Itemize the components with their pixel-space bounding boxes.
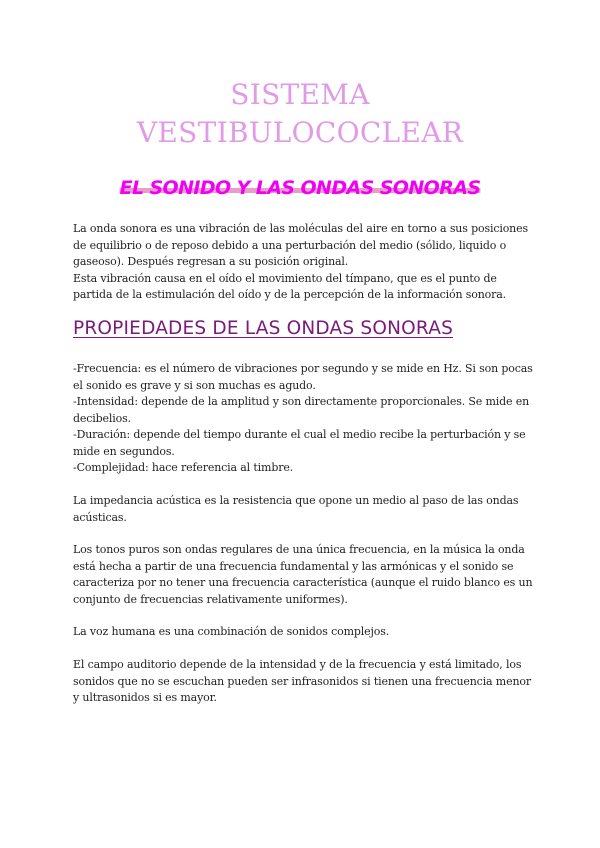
intro-paragraph: La onda sonora es una vibración de las moléculas del aire en torno a sus posiciones de equilibrio o de reposo debido a una perturbación del medio (sólido, liquido o gaseoso). Después regresan a su posición original. <box>73 222 528 268</box>
paragraph-tonos-puros <box>73 542 533 608</box>
paragraph-campo-auditorio <box>73 657 533 707</box>
document-title <box>0 76 600 152</box>
body-paragraph: La voz humana es una combinación de sonidos complejos. <box>73 625 390 638</box>
document-subtitle: EL SONIDO Y LAS ONDAS SONORAS <box>119 177 481 199</box>
body-paragraph: La impedancia acústica es la resistencia que opone un medio al paso de las ondas acústicas. <box>73 494 519 524</box>
body-paragraph: El campo auditorio depende de la intensidad y de la frecuencia y está limitado, los sonidos que no se escuchan pueden ser infrasonidos si tienen una frecuencia menor y ultrasonidos si es mayor. <box>73 658 531 704</box>
paragraph-voz-humana <box>73 624 533 641</box>
intro-paragraph: Esta vibración causa en el oído el movimiento del tímpano, que es el punto de partida de la estimulación del oído y de la percepción de la información sonora. <box>73 271 507 301</box>
intro-block <box>73 221 533 304</box>
paragraph-impedancia <box>73 493 533 526</box>
body-paragraph: Los tonos puros son ondas regulares de una única frecuencia, en la música la onda está hecha a partir de una frecuencia fundamental y las armónicas y el sonido se caracteriza por no tener una frecuencia característica (aunque el ruido blanco es un conjunto de frecuencias relativamente uniformes). <box>73 543 533 606</box>
property-item-duracion: -Duración: depende del tiempo durante el cual el medio recibe la perturbación y se mide en segundos. <box>73 428 526 458</box>
property-item-intensidad: -Intensidad: depende de la amplitud y son directamente proporcionales. Se mide en decibelios. <box>73 395 530 425</box>
document-title-line-1: SISTEMA <box>230 78 370 111</box>
properties-list <box>73 361 533 477</box>
property-item-frecuencia: -Frecuencia: es el número de vibraciones por segundo y se mide en Hz. Si son pocas el sonido es grave y si son muchas es agudo. <box>73 362 533 392</box>
document-title-line-2: VESTIBULOCOCLEAR <box>136 116 464 149</box>
section-heading: PROPIEDADES DE LAS ONDAS SONORAS <box>73 318 454 339</box>
property-item-complejidad: -Complejidad: hace referencia al timbre. <box>73 461 294 474</box>
